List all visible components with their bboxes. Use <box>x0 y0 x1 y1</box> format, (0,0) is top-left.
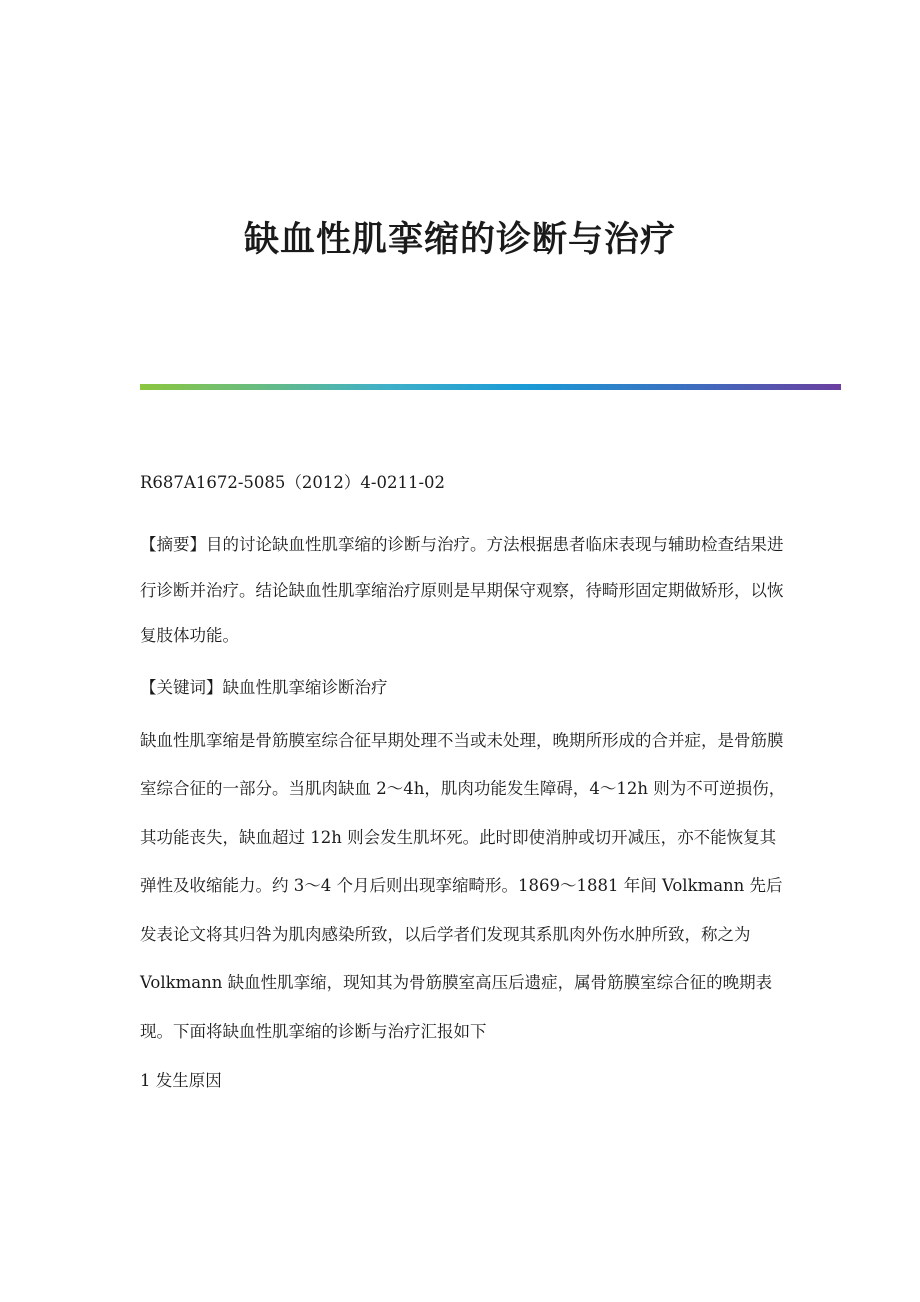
abstract-paragraph: 【摘要】目的讨论缺血性肌挛缩的诊断与治疗。方法根据患者临床表现与辅助检查结果进行诊断并治疗。结论缺血性肌挛缩治疗原则是早期保守观察，待畸形固定期做矫形，以恢复肢体功能。 <box>140 535 784 645</box>
title-divider <box>140 384 841 390</box>
classification-code: R687A1672-5085（2012）4-0211-02 <box>140 473 446 492</box>
document-content <box>140 467 788 1097</box>
section-heading: 1 发生原因 <box>140 1071 222 1090</box>
keywords-paragraph: 【关键词】缺血性肌挛缩诊断治疗 <box>140 677 388 697</box>
document-title: 缺血性肌挛缩的诊断与治疗 <box>243 219 676 260</box>
body-paragraph: 缺血性肌挛缩是骨筋膜室综合征早期处理不当或未处理，晚期所形成的合并症，是骨筋膜室综合征的一部分。当肌肉缺血 2～4h，肌肉功能发生障碍，4～12h 则为不可逆损伤，其功能丧失，缺血超过 12h 则会发生肌坏死。此时即使消肿或切开减压，亦不能恢复其弹性及收缩能力。约 3～4 个月后则出现挛缩畸形。1869～1881 年间 Volkmann 先后发表论文将其归咎为肌肉感染所致，以后学者们发现其系肌肉外伤水肿所致，称之为 Volkmann 缺血性肌挛缩，现知其为骨筋膜室高压后遗症，属骨筋膜室综合征的晚期表现。下面将缺血性肌挛缩的诊断与治疗汇报如下 <box>140 730 786 1041</box>
